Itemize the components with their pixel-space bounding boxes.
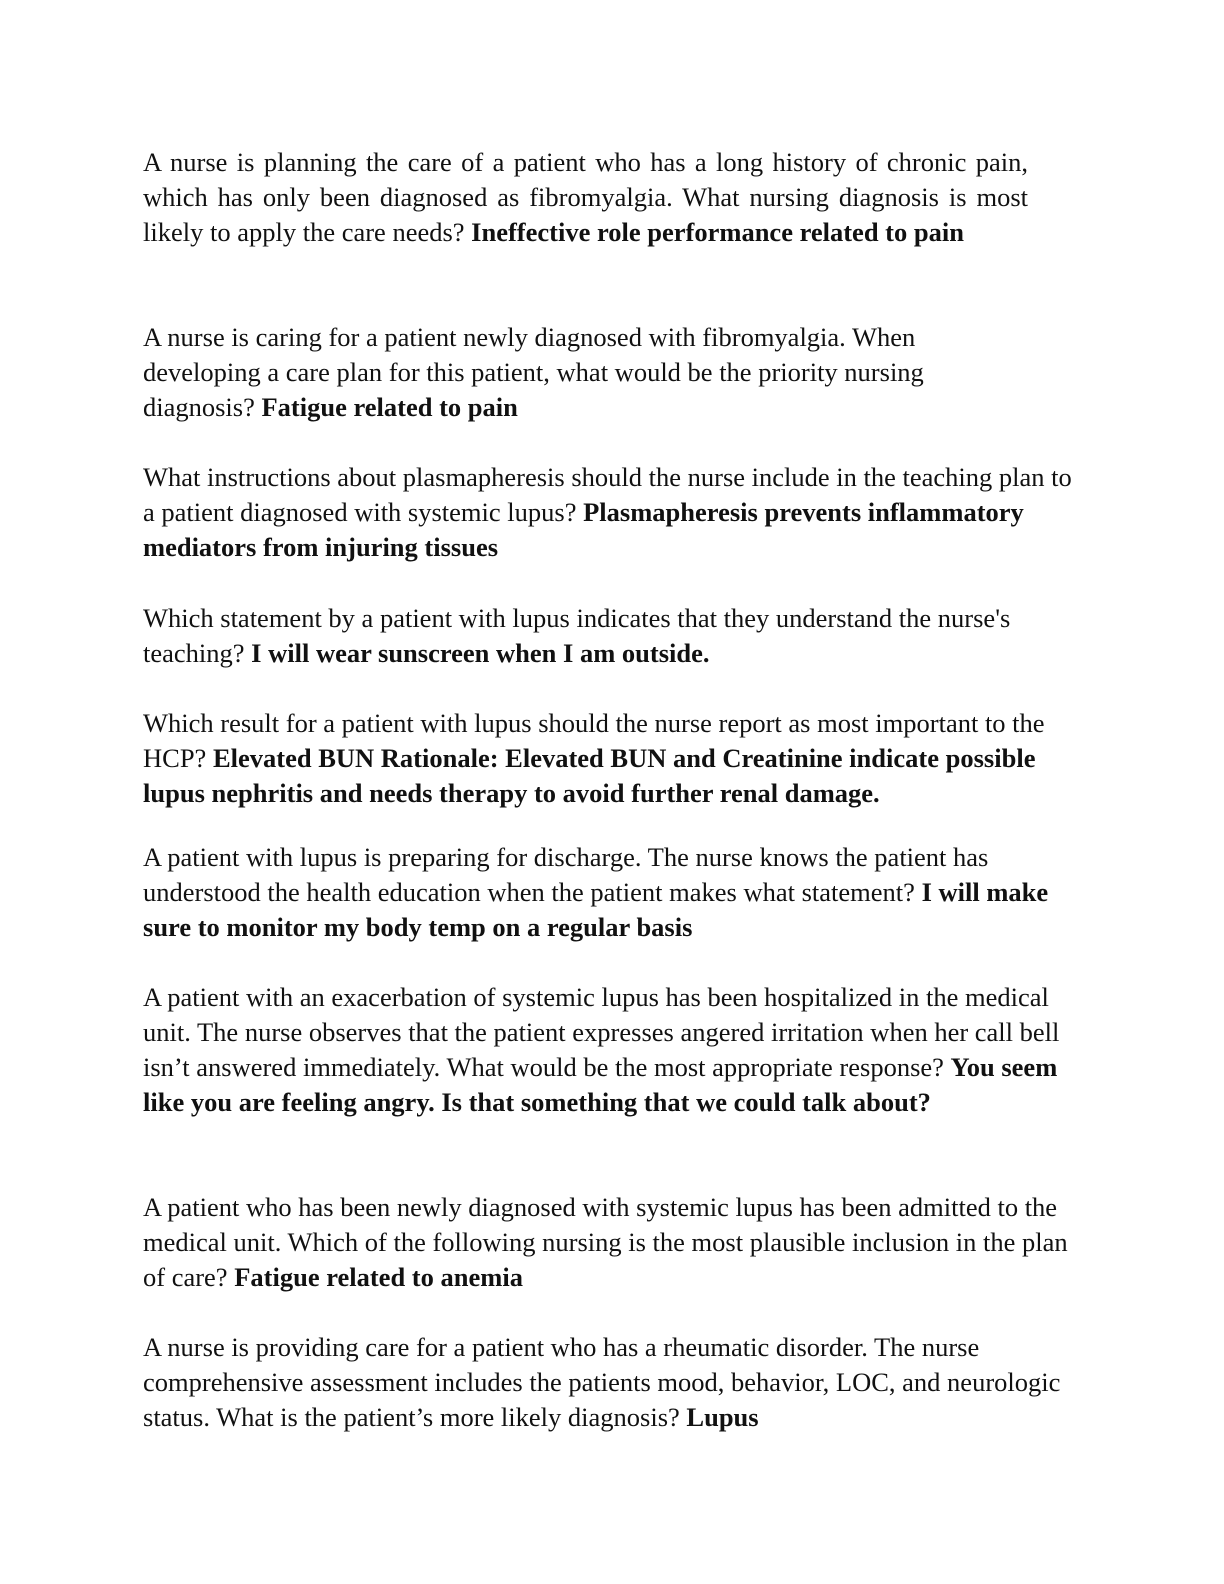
answer-text: Plasmapheresis prevents inflammatory mediators from injuring tissues	[143, 497, 1024, 562]
question-text: Which statement by a patient with lupus indicates that they understand the nurse's teaching?	[143, 603, 1011, 668]
question-text: A nurse is providing care for a patient who has a rheumatic disorder. The nurse comprehensive assessment includes the patients mood, behavior, LOC, and neurologic status. What is the patient’s more likely diagnosis?	[143, 1332, 1061, 1432]
qa-item-8	[143, 1190, 1073, 1295]
question-text: A patient who has been newly diagnosed with systemic lupus has been admitted to the medical unit. Which of the following nursing is the most plausible inclusion in the plan of care?	[143, 1192, 1068, 1292]
qa-item-7	[143, 980, 1073, 1120]
answer-text: I will wear sunscreen when I am outside.	[251, 638, 710, 668]
qa-item-6	[143, 840, 1073, 945]
qa-item-2	[143, 320, 1028, 425]
answer-text: You seem like you are feeling angry. Is that something that we could talk about?	[143, 1052, 1058, 1117]
question-text: A patient with lupus is preparing for discharge. The nurse knows the patient has understood the health education when the patient makes what statement?	[143, 842, 989, 907]
question-text: A nurse is planning the care of a patient who has a long history of chronic pain, which has only been diagnosed as fibromyalgia. What nursing diagnosis is most likely to apply the care needs?	[143, 147, 1028, 247]
qa-item-3	[143, 460, 1073, 565]
question-text: A nurse is caring for a patient newly diagnosed with fibromyalgia. When developing a care plan for this patient, what would be the priority nursing diagnosis?	[143, 322, 924, 422]
answer-text: I will make sure to monitor my body temp on a regular basis	[143, 877, 1049, 942]
question-text: What instructions about plasmapheresis should the nurse include in the teaching plan to a patient diagnosed with systemic lupus?	[143, 462, 1072, 527]
question-text: Which result for a patient with lupus should the nurse report as most important to the HCP?	[143, 708, 1045, 773]
qa-item-4	[143, 601, 1073, 671]
answer-text: Fatigue related to pain	[261, 392, 518, 422]
qa-item-5	[143, 706, 1073, 811]
qa-item-9	[143, 1330, 1073, 1435]
answer-text: Fatigue related to anemia	[234, 1262, 523, 1292]
qa-item-1	[143, 145, 1028, 250]
answer-text: Elevated BUN Rationale: Elevated BUN and Creatinine indicate possible lupus nephritis and needs therapy to avoid further renal damage.	[143, 743, 1036, 808]
answer-text: Lupus	[686, 1402, 759, 1432]
question-text: A patient with an exacerbation of systemic lupus has been hospitalized in the medical unit. The nurse observes that the patient expresses angered irritation when her call bell isn’t answered immediately. What would be the most appropriate response?	[143, 982, 1060, 1082]
answer-text: Ineffective role performance related to pain	[471, 217, 964, 247]
